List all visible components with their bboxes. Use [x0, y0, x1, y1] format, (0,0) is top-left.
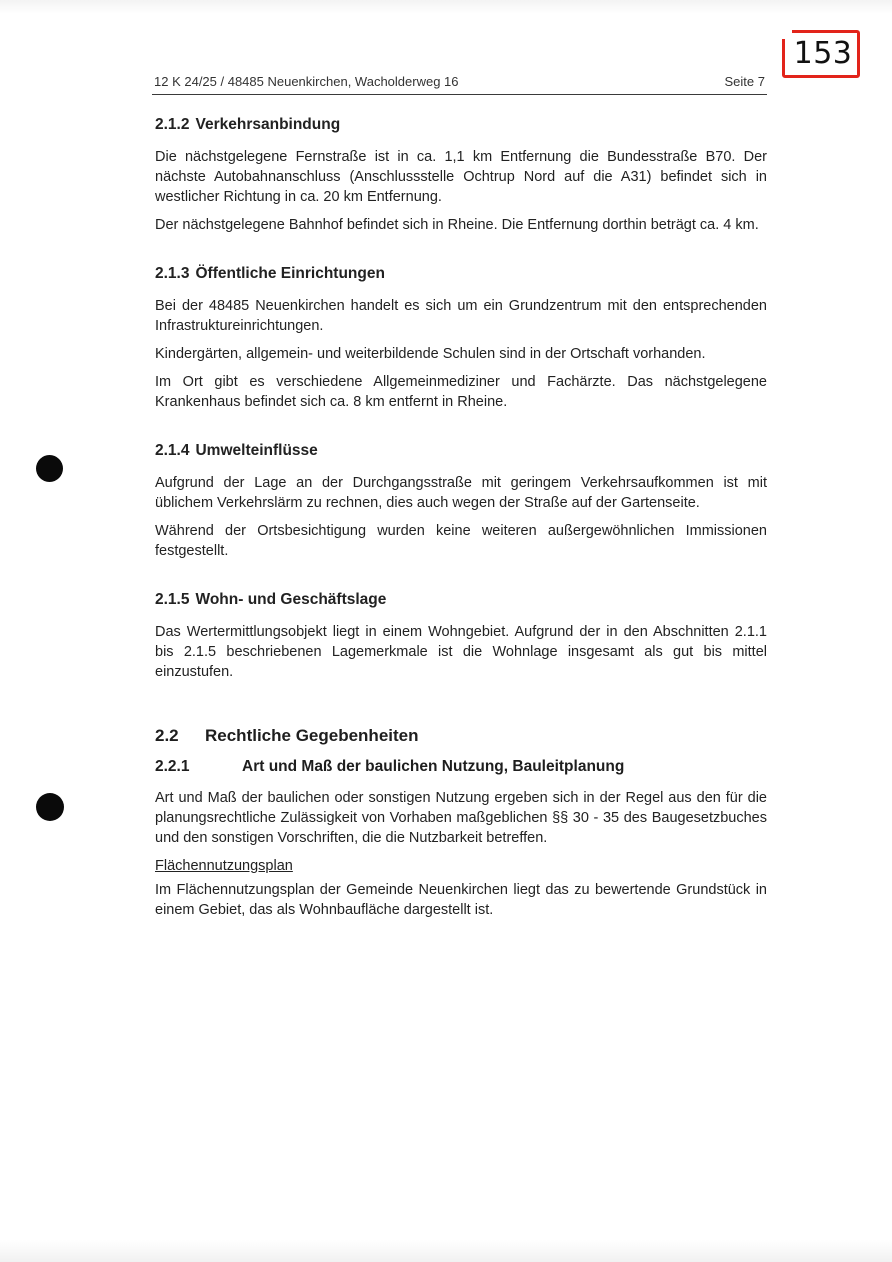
paragraph: Aufgrund der Lage an der Durchgangsstraße mit geringem Verkehrsaufkommen ist mit üblichem Verkehrslärm zu rechnen, dies auch wegen der Straße auf der Gartenseite.	[155, 475, 767, 511]
section-art-mass-nutzung	[155, 758, 767, 920]
paragraph: Kindergärten, allgemein- und weiterbildende Schulen sind in der Ortschaft vorhanden.	[155, 346, 706, 362]
punch-hole-top	[36, 455, 63, 482]
section-heading: 2.1.4 Umwelteinflüsse	[155, 442, 318, 459]
section-heading: 2.1.3 Öffentliche Einrichtungen	[155, 265, 385, 282]
section-oeffentliche-einrichtungen	[155, 265, 767, 412]
paragraph: Bei der 48485 Neuenkirchen handelt es sich um ein Grundzentrum mit den entsprechenden Infrastruktureinrichtungen.	[155, 298, 767, 334]
paragraph: Art und Maß der baulichen oder sonstigen Nutzung ergeben sich in der Regel aus den für die planungsrechtliche Zulässigkeit von Vorhaben maßgeblichen §§ 30 - 35 des Baugesetzbuches und den sonstigen Vorschriften, die die Nutzbarkeit betreffen.	[155, 790, 767, 846]
stamp-number: 153	[793, 36, 853, 71]
subheading-flaechennutzungsplan: Flächennutzungsplan	[155, 858, 293, 874]
section-heading: 2.1.5 Wohn- und Geschäftslage	[155, 591, 387, 608]
header-page-label: Seite 7	[724, 74, 765, 89]
section-verkehrsanbindung	[155, 116, 767, 235]
punch-hole-bottom	[36, 793, 64, 821]
running-header	[152, 74, 767, 95]
paragraph: Das Wertermittlungsobjekt liegt in einem Wohngebiet. Aufgrund der in den Abschnitten 2.1.1 bis 2.1.5 beschriebenen Lagemerkmale ist die Wohnlage insgesamt als gut bis mittel einzustufen.	[155, 624, 767, 680]
paragraph: Im Flächennutzungsplan der Gemeinde Neuenkirchen liegt das zu bewertende Grundstück in einem Gebiet, das als Wohnbaufläche dargestellt ist.	[155, 882, 767, 918]
section-heading: 2.2.1 Art und Maß der baulichen Nutzung, Bauleitplanung	[155, 758, 625, 775]
section-heading: 2.1.2 Verkehrsanbindung	[155, 116, 341, 133]
chapter-heading: 2.2 Rechtliche Gegebenheiten	[155, 726, 419, 745]
section-wohn-geschaeftslage	[155, 591, 767, 682]
paragraph: Die nächstgelegene Fernstraße ist in ca. 1,1 km Entfernung die Bundesstraße B70. Der nächste Autobahnanschluss (Anschlussstelle Ochtrup Nord auf die A31) befindet sich in westlicher Richtung in ca. 20 km Entfernung.	[155, 149, 767, 205]
document-body	[155, 116, 767, 928]
header-case-address: 12 K 24/25 / 48485 Neuenkirchen, Wacholderweg 16	[154, 74, 459, 89]
paragraph: Im Ort gibt es verschiedene Allgemeinmediziner und Fachärzte. Das nächstgelegene Krankenhaus befindet sich ca. 8 km entfernt in Rheine.	[155, 374, 767, 410]
paragraph: Während der Ortsbesichtigung wurden keine weiteren außergewöhnlichen Immissionen festgestellt.	[155, 523, 767, 559]
section-umwelteinfluesse	[155, 442, 767, 561]
paragraph: Der nächstgelegene Bahnhof befindet sich in Rheine. Die Entfernung dorthin beträgt ca. 4 km.	[155, 217, 759, 233]
page-number-stamp	[782, 30, 862, 80]
